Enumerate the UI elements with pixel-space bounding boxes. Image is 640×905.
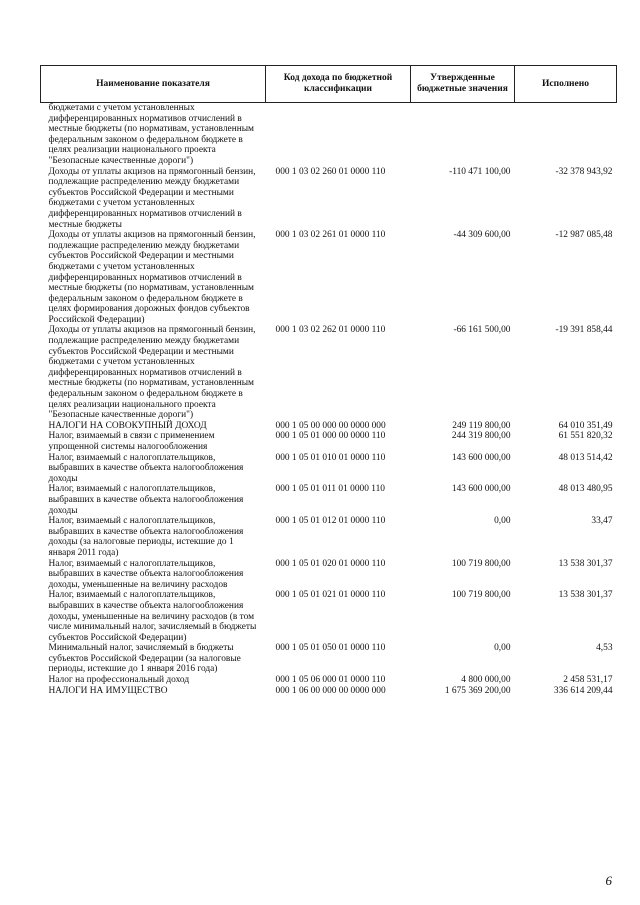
cell-name: Налог на профессиональный доход	[48, 675, 190, 686]
header-indicator-name: Наименование показателя	[41, 66, 266, 103]
cell-executed: 64 010 351,49	[558, 420, 613, 431]
cell-name: Доходы от уплаты акцизов на прямогонный бензин, подлежащие распределению между бюджетами субъектов Российской Федерации и местными бюджетами с учетом установленных дифференцированных нормативов отчислений в местные бюджеты (по нормативам, установленным федеральным законом о федеральном бюджете в целях формирования дорожных фондов субъектов Российской Федерации)	[48, 230, 256, 325]
header-revenue-code: Код дохода по бюджетной классификации	[266, 66, 411, 103]
document-page	[40, 65, 616, 696]
table-row	[41, 167, 617, 231]
table-row	[41, 431, 617, 452]
cell-code: 000 1 03 02 261 01 0000 110	[275, 230, 386, 241]
cell-executed: 61 551 820,32	[558, 431, 613, 442]
cell-approved: 143 600 000,00	[451, 452, 511, 463]
cell-approved: 100 719 800,00	[451, 558, 511, 569]
table-row	[41, 686, 617, 697]
cell-code: 000 1 05 01 011 01 0000 110	[275, 484, 385, 495]
cell-executed: 33,47	[591, 516, 613, 527]
cell-approved: -110 471 100,00	[449, 166, 511, 177]
cell-code: 000 1 05 06 000 01 0000 110	[275, 675, 386, 686]
cell-name: Налог, взимаемый в связи с применением упрощенной системы налогообложения	[48, 431, 215, 452]
cell-executed: 13 538 301,37	[558, 558, 613, 569]
cell-executed: 4,53	[596, 643, 613, 654]
cell-executed: 336 614 209,44	[553, 685, 613, 696]
cell-approved: 244 319 800,00	[451, 431, 511, 442]
cell-approved: 143 600 000,00	[451, 484, 511, 495]
cell-code: 000 1 05 00 000 00 0000 000	[275, 420, 386, 431]
budget-revenue-table	[40, 65, 617, 696]
cell-name: Налог, взимаемый с налогоплательщиков, выбравших в качестве объекта налогообложения доходы (за налоговые периоды, истекшие до 1 января 2011 года)	[48, 516, 244, 558]
cell-code: 000 1 03 02 262 01 0000 110	[275, 325, 386, 336]
table-body	[41, 103, 617, 697]
cell-executed: -12 987 085,48	[555, 230, 613, 241]
cell-executed	[515, 103, 617, 167]
cell-code: 000 1 05 01 010 01 0000 110	[275, 452, 386, 463]
cell-approved: 100 719 800,00	[451, 590, 511, 601]
cell-name: Налог, взимаемый с налогоплательщиков, выбравших в качестве объекта налогообложения доходы, уменьшенные на величину расходов	[48, 558, 244, 590]
table-row	[41, 103, 617, 167]
table-row	[41, 590, 617, 643]
cell-name: бюджетами с учетом установленных дифференцированных нормативов отчислений в местные бюджеты (по нормативам, установленным федеральным законом о федеральном бюджете в целях реализации национального проекта "Безопасные качественные дороги")	[48, 103, 254, 166]
table-row	[41, 421, 617, 432]
cell-code: 000 1 05 01 021 01 0000 110	[275, 590, 386, 601]
table-row	[41, 643, 617, 675]
table-row	[41, 516, 617, 558]
table-row	[41, 559, 617, 591]
cell-executed: 48 013 514,42	[558, 452, 613, 463]
cell-approved: 4 800 000,00	[461, 675, 511, 686]
cell-code	[266, 103, 411, 167]
page-number: 6	[605, 873, 612, 888]
cell-executed: 13 538 301,37	[558, 590, 613, 601]
header-executed: Исполнено	[515, 66, 617, 103]
cell-code: 000 1 05 01 012 01 0000 110	[275, 516, 386, 527]
cell-executed: 2 458 531,17	[563, 675, 613, 686]
table-row	[41, 325, 617, 420]
cell-executed: -19 391 858,44	[555, 325, 613, 336]
table-row	[41, 453, 617, 485]
table-row	[41, 675, 617, 686]
cell-name: НАЛОГИ НА ИМУЩЕСТВО	[48, 685, 168, 696]
cell-name: Налог, взимаемый с налогоплательщиков, выбравших в качестве объекта налогообложения доходы	[48, 484, 244, 516]
header-approved-values: Утвержденные бюджетные значения	[411, 66, 515, 103]
cell-name: Налог, взимаемый с налогоплательщиков, выбравших в качестве объекта налогообложения доходы, уменьшенные на величину расходов (в том числе минимальный налог, зачисляемый в бюджеты субъектов Российской Федерации)	[48, 590, 257, 643]
cell-approved: -44 309 600,00	[453, 230, 511, 241]
table-row	[41, 230, 617, 325]
cell-approved: 0,00	[494, 643, 511, 654]
cell-code: 000 1 03 02 260 01 0000 110	[275, 166, 386, 177]
cell-approved: 0,00	[494, 516, 511, 527]
cell-code: 000 1 05 01 000 00 0000 110	[275, 431, 386, 442]
cell-name: Налог, взимаемый с налогоплательщиков, выбравших в качестве объекта налогообложения доходы	[48, 452, 244, 484]
cell-name: НАЛОГИ НА СОВОКУПНЫЙ ДОХОД	[48, 420, 207, 431]
cell-code: 000 1 05 01 050 01 0000 110	[275, 643, 386, 654]
cell-executed: 48 013 480,95	[558, 484, 613, 495]
cell-executed: -32 378 943,92	[555, 166, 613, 177]
cell-name: Минимальный налог, зачисляемый в бюджеты субъектов Российской Федерации (за налоговые периоды, истекшие до 1 января 2016 года)	[48, 643, 241, 675]
cell-approved: 249 119 800,00	[452, 420, 511, 431]
cell-name: Доходы от уплаты акцизов на прямогонный бензин, подлежащие распределению между бюджетами субъектов Российской Федерации и местными бюджетами с учетом установленных дифференцированных нормативов отчислений в местные бюджеты (по нормативам, установленным федеральным законом о федеральном бюджете в целях реализации национального проекта "Безопасные качественные дороги")	[48, 325, 256, 421]
table-header-row	[41, 66, 617, 103]
cell-approved: 1 675 369 200,00	[444, 685, 511, 696]
cell-code: 000 1 05 01 020 01 0000 110	[275, 558, 386, 569]
cell-code: 000 1 06 00 000 00 0000 000	[275, 685, 386, 696]
cell-name: Доходы от уплаты акцизов на прямогонный бензин, подлежащие распределению между бюджетами субъектов Российской Федерации и местными бюджетами с учетом установленных дифференцированных нормативов отчислений в местные бюджеты	[48, 166, 256, 230]
cell-approved: -66 161 500,00	[453, 325, 511, 336]
cell-approved	[411, 103, 515, 167]
table-row	[41, 484, 617, 516]
